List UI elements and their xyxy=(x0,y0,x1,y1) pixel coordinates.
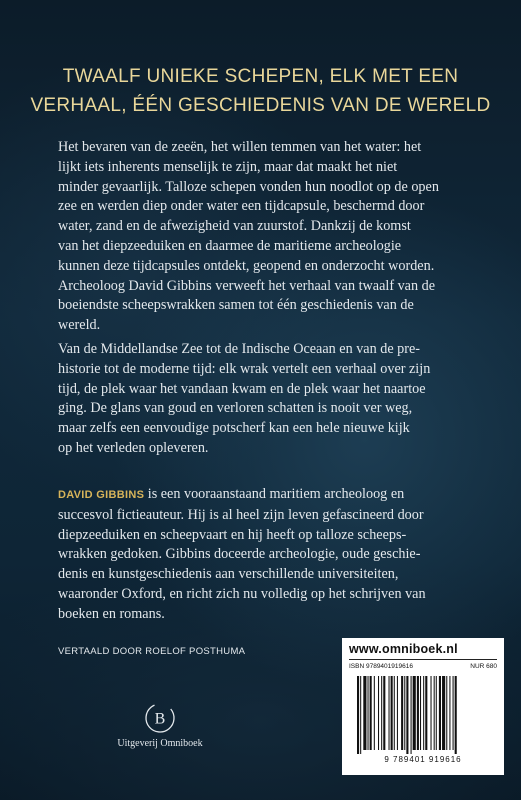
bio-line: diepzeeduiken en scheepvaart en hij heeft op talloze scheeps- xyxy=(58,526,407,543)
blurb-line: Van de Middellandse Zee tot de Indische Oceaan en van de pre- xyxy=(58,341,421,357)
blurb-paragraph-2 xyxy=(58,340,498,459)
barcode-bar xyxy=(449,676,450,750)
blurb-line: op het verleden opleveren. xyxy=(58,439,209,456)
blurb-line: historie tot de moderne tijd: elk wrak vertelt een verhaal over zijn xyxy=(58,360,431,377)
blurb-line: Het bevaren van de zeeën, het willen temmen van het water: het xyxy=(58,139,422,155)
translator-credit: VERTAALD DOOR ROELOF POSTHUMA xyxy=(58,646,246,657)
barcode-bar xyxy=(381,676,382,750)
barcode-bar xyxy=(417,676,419,750)
barcode-digits: 9 789401 919616 xyxy=(384,755,462,764)
blurb-line: minder gevaarlijk. Talloze schepen vonden hun noodlot op de open xyxy=(58,178,439,195)
barcode-bar xyxy=(389,676,390,750)
blurb-paragraph-1 xyxy=(58,138,498,336)
barcode-bar xyxy=(368,676,369,750)
barcode xyxy=(349,674,497,764)
blurb-line: maar zelfs een eenvoudige potscherf kan een hele nieuwe kijk xyxy=(58,420,410,437)
barcode-bar xyxy=(383,676,385,750)
barcode-bar xyxy=(370,676,372,750)
author-bio xyxy=(58,485,498,625)
barcode-panel xyxy=(342,638,504,775)
author-name: DAVID GIBBINS xyxy=(58,489,145,501)
headline-line-1: TWAALF UNIEKE SCHEPEN, ELK MET EEN xyxy=(62,66,459,87)
bio-line: succesvol fictieauteur. Hij is al heel zijn leven gefascineerd door xyxy=(58,506,424,523)
blurb-line: kunnen deze tijdcapsules ontdekt, geopend en onderzocht worden. xyxy=(58,257,435,274)
barcode-bar xyxy=(442,676,445,750)
barcode-bar xyxy=(391,676,393,750)
blurb-line: Archeoloog David Gibbins verweeft het verhaal van twaalf van de xyxy=(58,277,436,294)
barcode-bar xyxy=(439,676,441,750)
blurb-line: lijkt iets inherents menselijk te zijn, maar dat maakt het niet xyxy=(58,158,398,175)
publisher-name: Uitgeverij Omniboek xyxy=(117,738,203,749)
barcode-bar xyxy=(420,676,421,750)
headline-line-2: VERHAAL, ÉÉN GESCHIEDENIS VAN DE WERELD xyxy=(30,95,491,116)
publisher-logo-letter: B xyxy=(154,710,166,728)
nur-text: NUR 680 xyxy=(470,663,497,670)
publisher-block xyxy=(100,702,220,749)
barcode-bar xyxy=(374,676,375,750)
barcode-bar xyxy=(434,676,435,750)
blurb-line: wereld. xyxy=(58,317,101,334)
barcode-bar xyxy=(423,676,424,750)
barcode-bar xyxy=(411,676,412,754)
bio-line: boeken en romans. xyxy=(58,605,165,622)
barcode-bar xyxy=(406,676,408,754)
blurb-line: zee en werden diep onder water een tijdcapsule, beschermd door xyxy=(58,198,425,215)
blurb-line: van het diepzeeduiken en daarmee de maritieme archeologie xyxy=(58,237,402,254)
isbn-text: ISBN 9789401919616 xyxy=(349,663,413,670)
publisher-logo-icon xyxy=(144,702,176,734)
blurb-line: tijd, de plek waar het vandaan kwam en de plek waar het naartoe xyxy=(58,380,426,397)
bio-line: denis en kunstgeschiedenis aan verschillende universiteiten, xyxy=(58,566,399,583)
bio-line: waaronder Oxford, en richt zich nu volledig op het schrijven van xyxy=(58,585,426,602)
website-url: www.omniboek.nl xyxy=(349,642,458,656)
barcode-bar xyxy=(401,676,403,750)
isbn-row xyxy=(349,663,497,670)
barcode-bar xyxy=(397,676,398,750)
bio-first-line-rest: is een vooraanstaand maritiem archeoloog en xyxy=(144,486,405,502)
divider xyxy=(349,659,497,660)
barcode-bar xyxy=(363,676,366,750)
barcode-bar xyxy=(453,676,454,750)
barcode-bar xyxy=(394,676,395,750)
barcode-bar xyxy=(446,676,447,750)
headline xyxy=(0,62,521,120)
blurb-line: ging. De glans van goud en verloren schatten is nooit ver weg, xyxy=(58,400,413,417)
blurb-line: water, zand en de afwezigheid van zuurstof. Dankzij de komst xyxy=(58,218,411,235)
barcode-bar xyxy=(360,676,361,754)
barcode-bar xyxy=(413,676,416,750)
barcode-bar xyxy=(436,676,437,750)
barcode-bar xyxy=(455,676,457,754)
barcode-bar xyxy=(425,676,427,750)
barcode-bar xyxy=(357,676,359,754)
barcode-bar xyxy=(404,676,405,750)
bio-first-line xyxy=(58,485,498,506)
blurb-line: boeiendste scheepswrakken samen tot één geschiedenis van de xyxy=(58,297,414,314)
bio-line: wrakken gedoken. Gibbins doceerde archeologie, oude geschie- xyxy=(58,546,421,563)
barcode-bar xyxy=(378,676,379,750)
barcode-bar xyxy=(431,676,432,750)
